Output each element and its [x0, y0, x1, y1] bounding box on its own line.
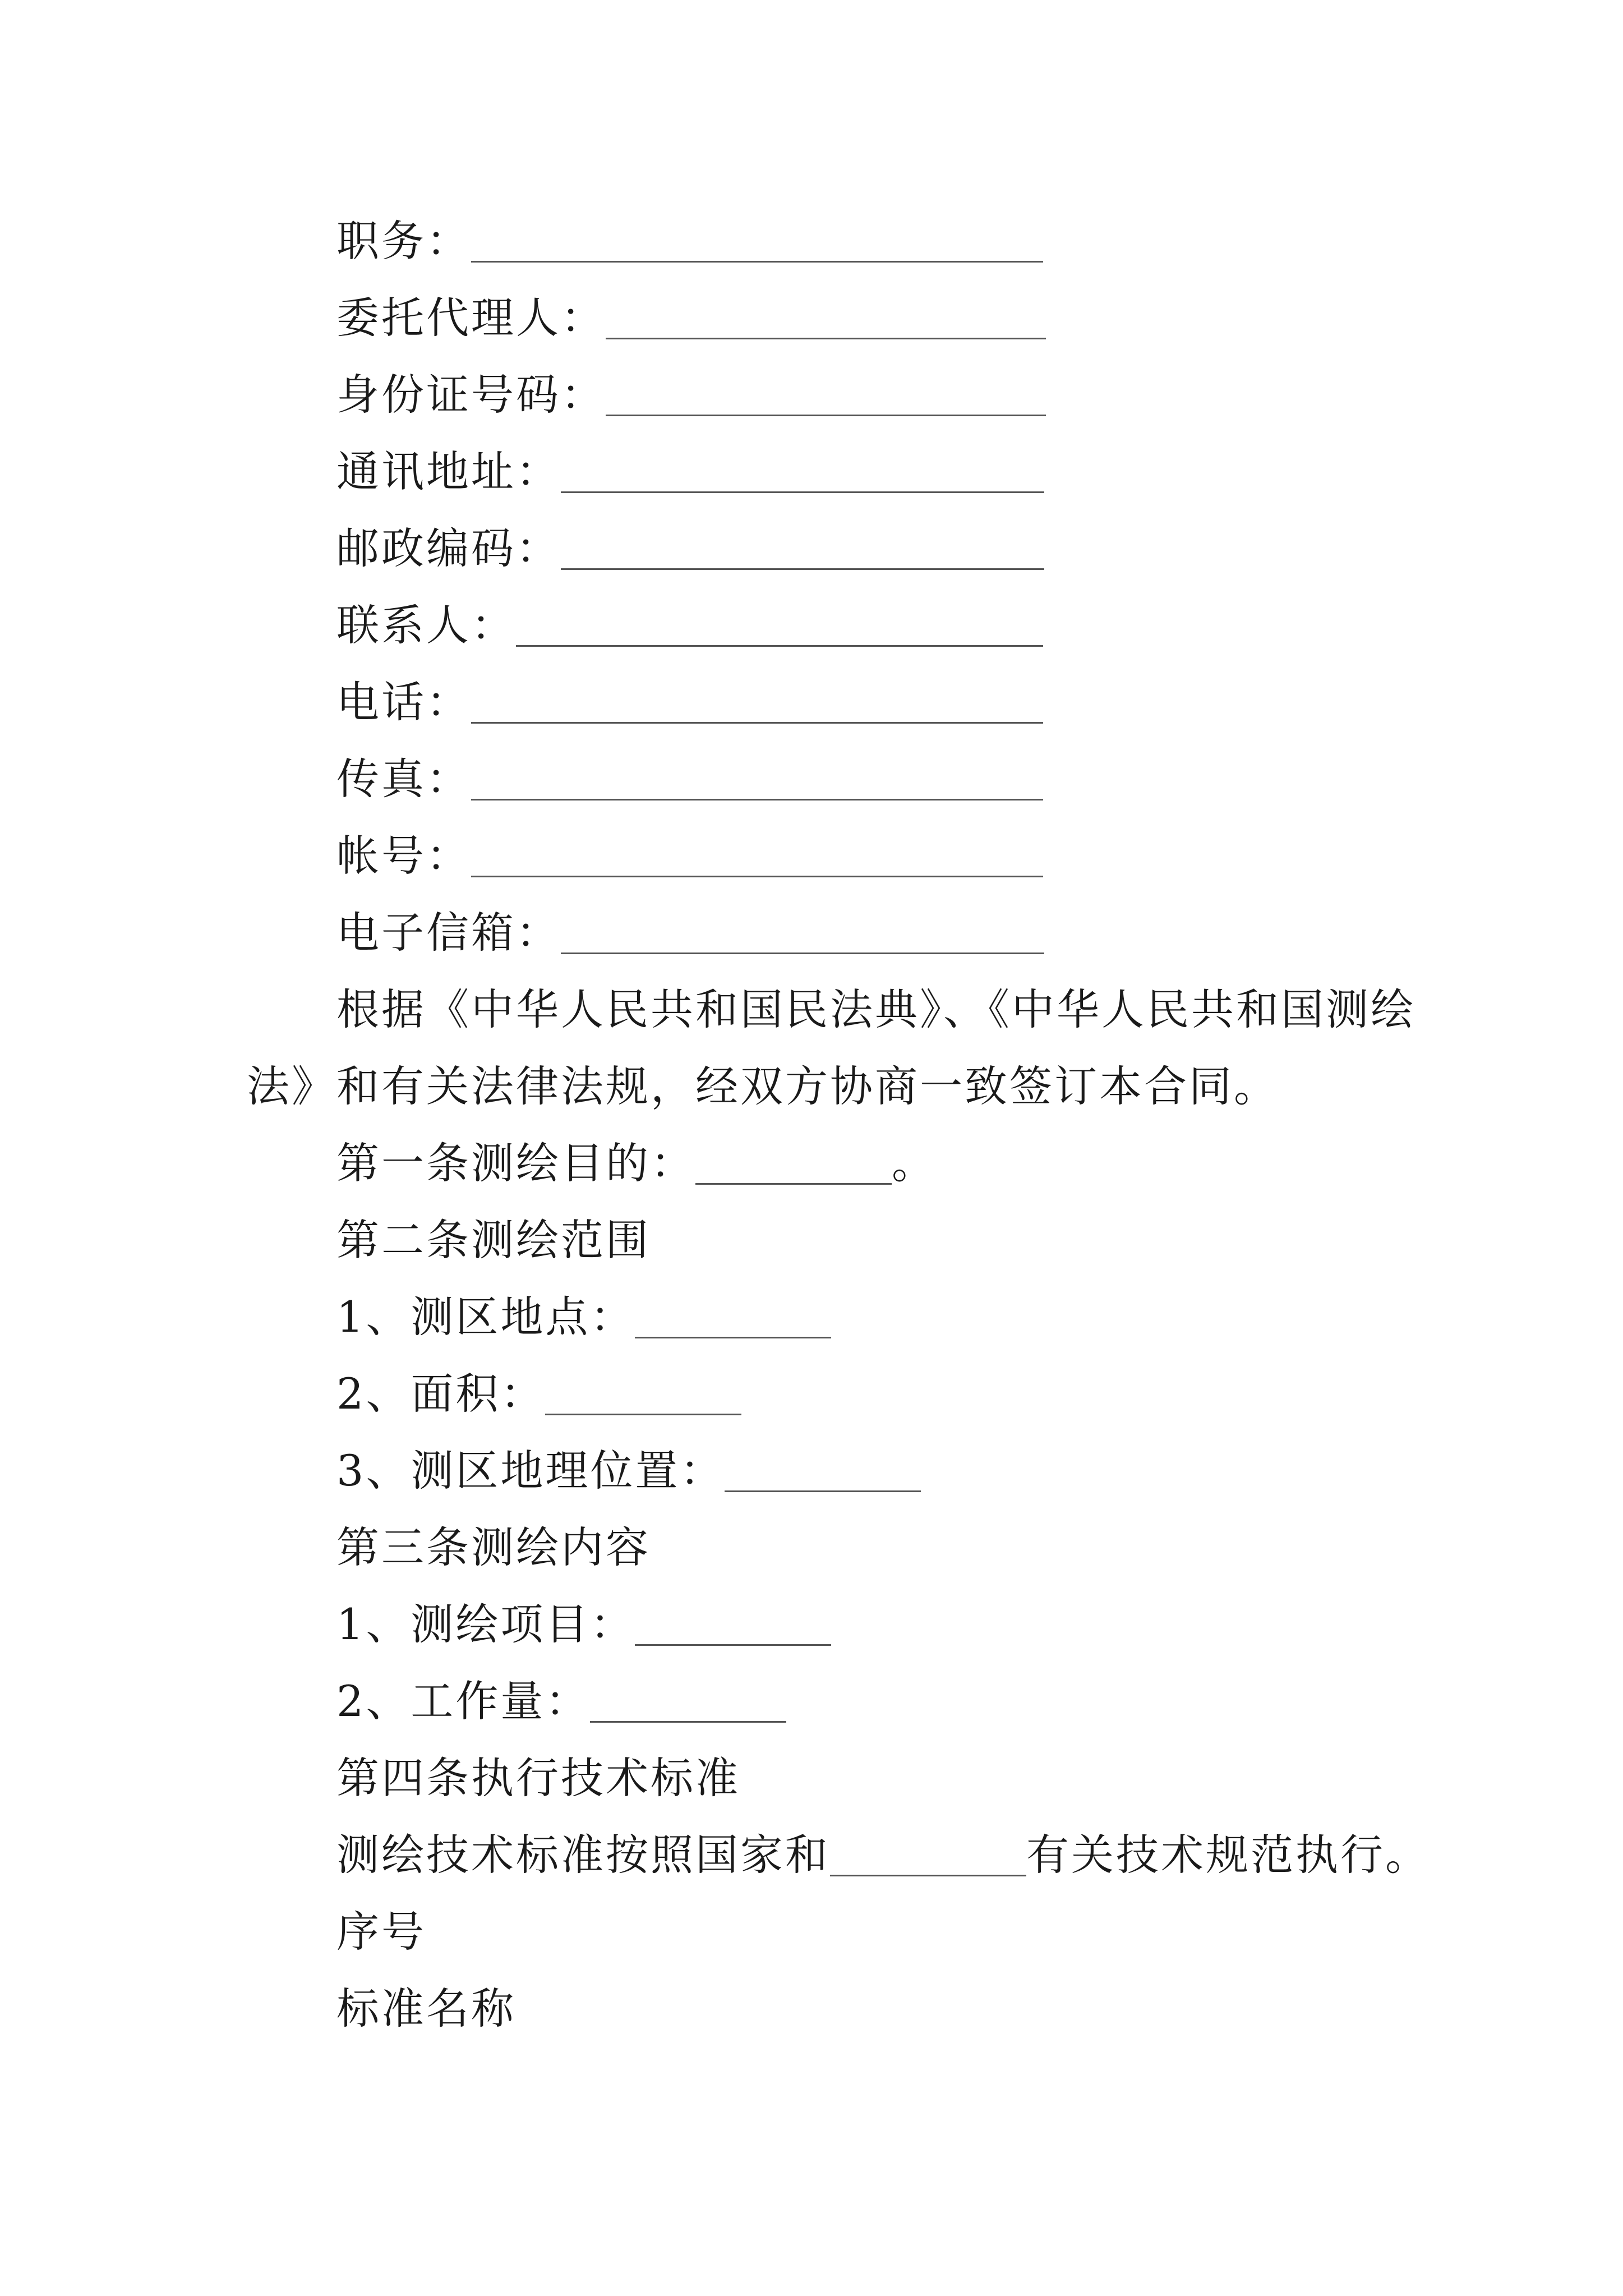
article-2-item-area — [336, 1366, 741, 1422]
field-label: 邮政编码： — [336, 523, 561, 573]
article-1 — [336, 1135, 937, 1191]
blank-line[interactable] — [606, 373, 1046, 416]
table-header-standard-name: 标准名称 — [336, 1984, 516, 2033]
preamble-line-2: 法》和有关法律法规，经双方协商一致签订本合同。 — [247, 1061, 1279, 1111]
field-label: 委托代理人： — [336, 293, 606, 343]
field-label: 通讯地址： — [336, 447, 561, 496]
field-label: 帐号： — [336, 831, 471, 881]
item-label: 1、测绘项目： — [336, 1599, 635, 1649]
article-2-item-location — [336, 1289, 831, 1345]
field-contact — [336, 597, 1043, 654]
blank-line[interactable] — [725, 1449, 921, 1492]
blank-line[interactable] — [635, 1295, 831, 1338]
blank-line[interactable] — [695, 1142, 892, 1185]
field-label: 联系人： — [336, 600, 516, 650]
article-4-heading: 第四条执行技术标准 — [336, 1753, 740, 1803]
field-label: 职务： — [336, 216, 471, 266]
blank-line[interactable] — [830, 1833, 1026, 1876]
article-1-suffix: 。 — [892, 1138, 937, 1188]
blank-line[interactable] — [471, 757, 1043, 800]
field-id-number — [336, 367, 1046, 423]
blank-line[interactable] — [590, 1680, 786, 1723]
field-label: 传真： — [336, 754, 471, 804]
article-3-item-workload — [336, 1673, 786, 1729]
blank-line[interactable] — [471, 219, 1043, 263]
article-2-item-geo-position — [336, 1443, 921, 1499]
blank-line[interactable] — [561, 911, 1044, 954]
field-label: 电话： — [336, 677, 471, 727]
sentence-after: 有关技术规范执行。 — [1026, 1830, 1430, 1880]
article-3-item-project — [336, 1596, 831, 1653]
field-phone — [336, 674, 1043, 730]
blank-line[interactable] — [545, 1372, 741, 1415]
field-agent — [336, 290, 1046, 346]
blank-line[interactable] — [516, 604, 1043, 647]
blank-line[interactable] — [561, 527, 1044, 570]
blank-line[interactable] — [471, 834, 1043, 877]
field-fax — [336, 751, 1043, 807]
preamble-line-1: 根据《中华人民共和国民法典》、《中华人民共和国测绘 — [336, 984, 1415, 1034]
field-postcode — [336, 521, 1044, 577]
item-label: 3、测区地理位置： — [336, 1446, 725, 1496]
field-label: 身份证号码： — [336, 370, 606, 420]
field-account — [336, 828, 1043, 884]
item-label: 2、工作量： — [336, 1676, 591, 1726]
field-email — [336, 905, 1044, 961]
field-address — [336, 444, 1044, 500]
article-1-label: 第一条测绘目的： — [336, 1138, 695, 1188]
article-2-heading: 第二条测绘范围 — [336, 1215, 651, 1265]
table-header-serial: 序号 — [336, 1907, 426, 1957]
blank-line[interactable] — [471, 680, 1043, 724]
article-4-sentence — [336, 1827, 1430, 1883]
item-label: 2、面积： — [336, 1369, 546, 1419]
item-label: 1、测区地点： — [336, 1292, 635, 1342]
field-label: 电子信箱： — [336, 908, 561, 958]
blank-line[interactable] — [561, 450, 1044, 493]
field-position — [336, 213, 1043, 269]
blank-line[interactable] — [606, 296, 1046, 339]
article-3-heading: 第三条测绘内容 — [336, 1522, 651, 1572]
blank-line[interactable] — [635, 1603, 831, 1646]
sentence-before: 测绘技术标准按照国家和 — [336, 1830, 830, 1880]
